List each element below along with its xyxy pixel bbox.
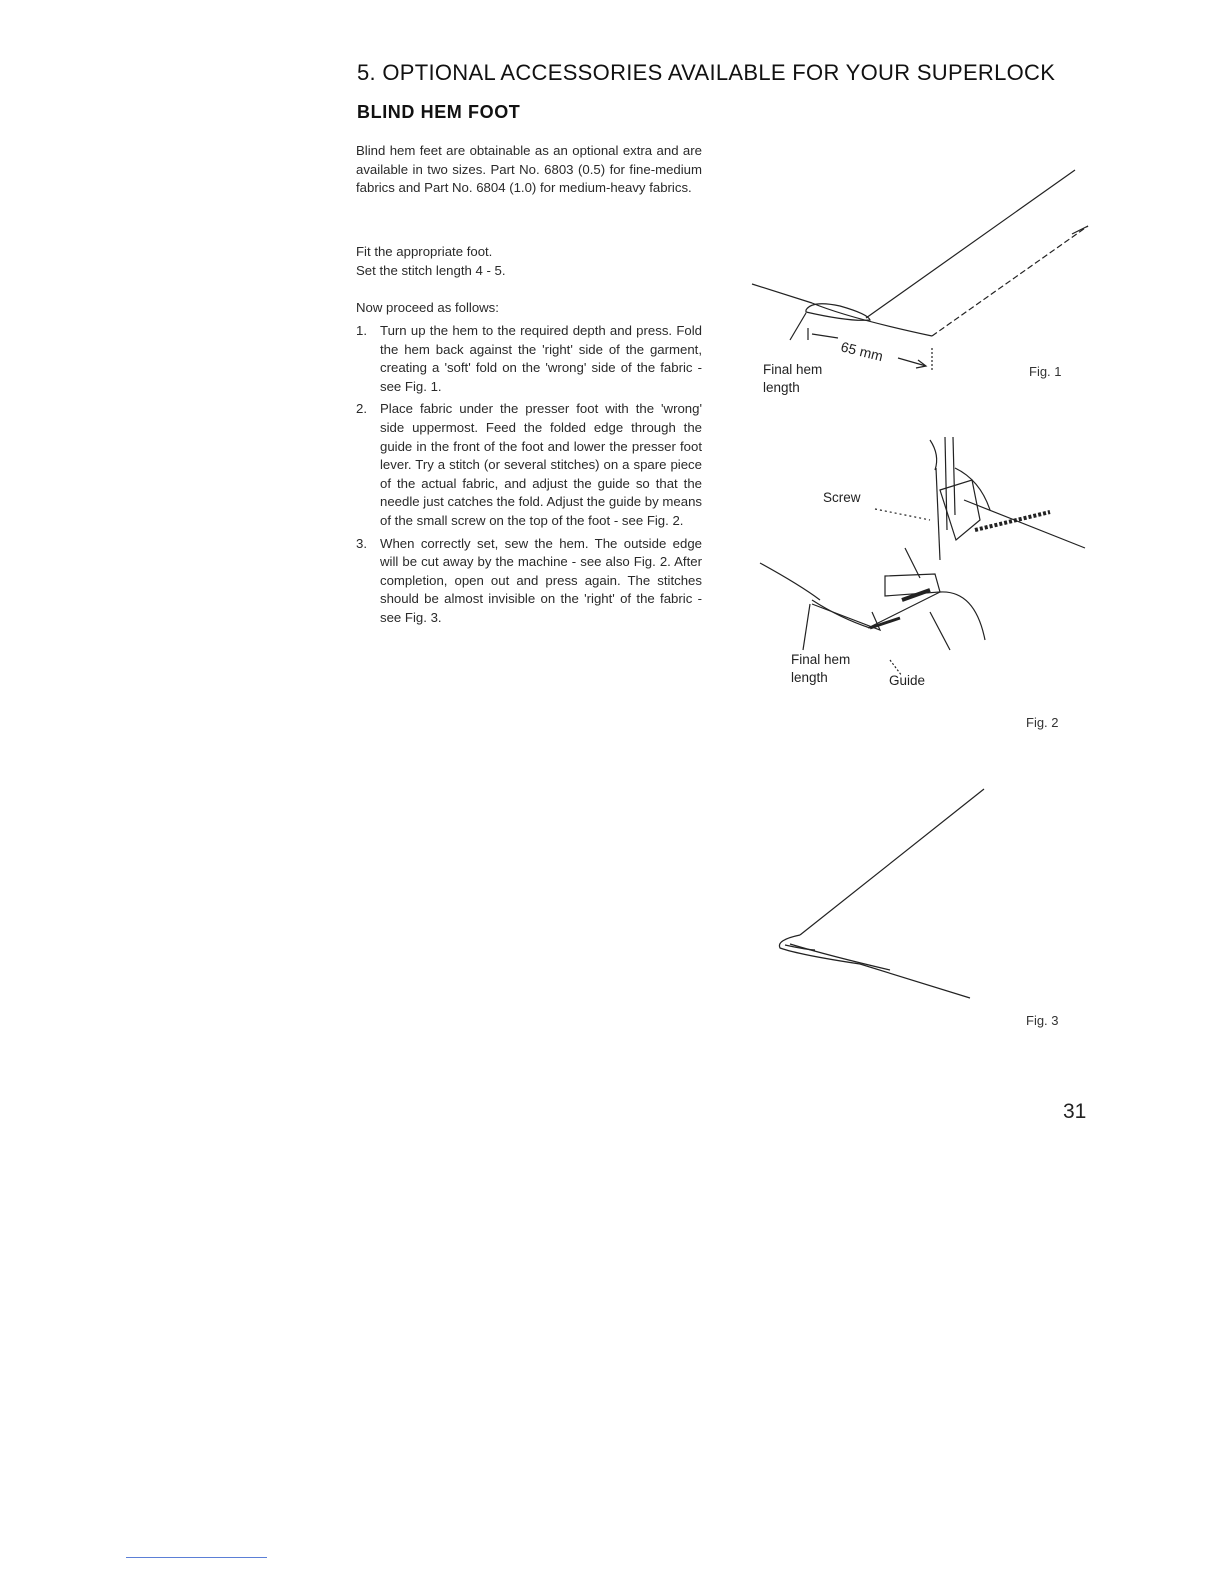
- fig1-caption: Fig. 1: [1029, 364, 1062, 379]
- fit-foot-text: Fit the appropriate foot.: [356, 244, 493, 259]
- step-number: 1.: [356, 323, 367, 338]
- stitch-length-text: Set the stitch length 4 - 5.: [356, 262, 506, 278]
- fig1-measure-label: 65 mm: [839, 338, 885, 365]
- step-number: 3.: [356, 535, 367, 551]
- fig1-length-label: length: [763, 380, 800, 395]
- step-text: Place fabric under the presser foot with the 'wrong' side uppermost. Feed the folded edge through the guide in the front of the foot and lower the presser foot lever. Try a stitch (or several stitches) on a spare piece of the actual fabric, and adjust the guide so that the needle just catches the fold. Adjust the guide by means of the small screw on the top of the foot - see Fig. 2.: [380, 401, 702, 528]
- figure-2-illustration: [760, 437, 1085, 676]
- bottom-rule: [126, 1557, 267, 1558]
- fig1-final-hem-label: Final hem: [763, 362, 823, 377]
- figure-1-illustration: [752, 170, 1088, 370]
- fig2-guide-label: Guide: [889, 673, 926, 688]
- fig2-length-label: length: [791, 670, 828, 685]
- step-number: 2.: [356, 401, 367, 417]
- step-text: Turn up the hem to the required depth and press. Fold the hem back against the 'right' side of the garment, creating a 'soft' fold on the 'wrong' side of the fabric - see Fig. 1.: [380, 323, 702, 394]
- page-number: 31: [1063, 1100, 1087, 1123]
- fig2-screw-label: Screw: [823, 490, 861, 505]
- fig2-caption: Fig. 2: [1026, 715, 1059, 730]
- step-text: When correctly set, sew the hem. The outside edge will be cut away by the machine - see also Fig. 2. After completion, open out and press again. The stitches should be almost invisible on the 'right' of the fabric - see Fig. 3.: [380, 535, 702, 625]
- fig2-final-hem-label: Final hem: [791, 652, 851, 667]
- subsection-title: BLIND HEM FOOT: [357, 102, 521, 122]
- proceed-text: Now proceed as follows:: [356, 300, 499, 315]
- section-title: 5. OPTIONAL ACCESSORIES AVAILABLE FOR YOUR SUPERLOCK: [357, 60, 1056, 85]
- figure-3-illustration: [779, 789, 984, 998]
- fig3-caption: Fig. 3: [1026, 1013, 1059, 1028]
- intro-paragraph: Blind hem feet are obtainable as an optional extra and are available in two sizes. Part No. 6803 (0.5) for fine-medium fabrics and Part No. 6804 (1.0) for medium-heavy fabrics.: [356, 143, 702, 196]
